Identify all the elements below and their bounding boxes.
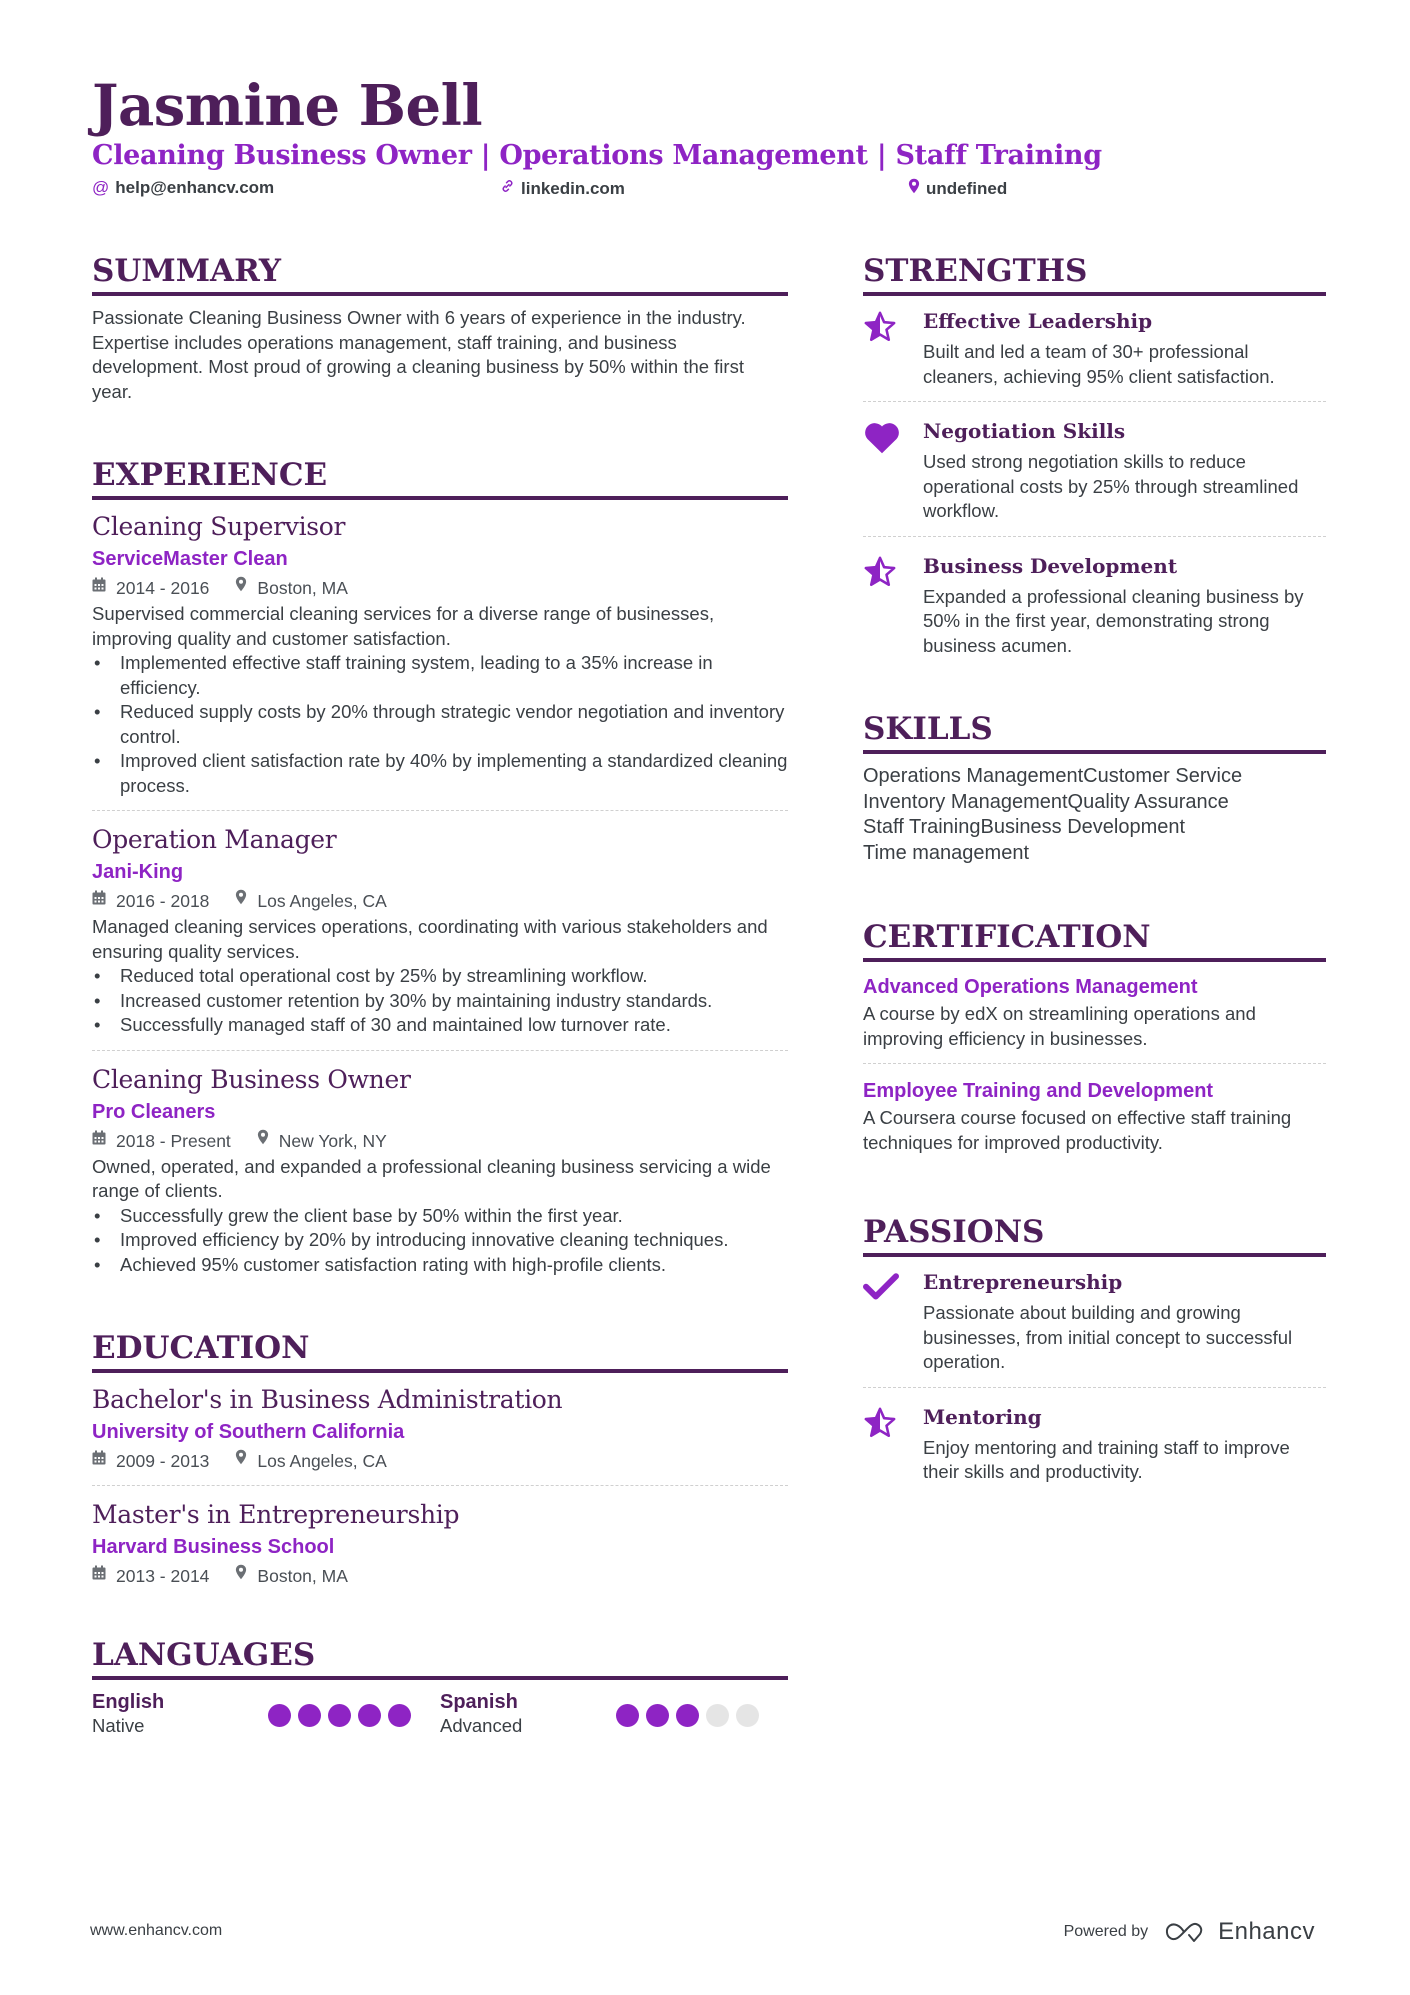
location-pin-icon bbox=[235, 1562, 247, 1590]
language-name: Spanish bbox=[440, 1691, 518, 1713]
certification-text: A course by edX on streamlining operations and improving efficiency in businesses. bbox=[863, 1003, 1256, 1049]
degree-title: Master's in Entrepreneurship bbox=[92, 1500, 460, 1529]
job-title: Cleaning Business Owner bbox=[92, 1064, 411, 1094]
heart-icon bbox=[863, 416, 923, 524]
job-description: Managed cleaning services operations, coordinating with various stakeholders and ensuring quality services. bbox=[92, 916, 768, 962]
school-name: Harvard Business School bbox=[92, 1536, 335, 1558]
passion-title: Entrepreneurship bbox=[923, 1270, 1123, 1294]
passion-text: Passionate about building and growing businesses, from initial concept to successful operation. bbox=[923, 1302, 1293, 1372]
job-bullet: • Improved client satisfaction rate by 40% by implementing a standardized cleaning process. bbox=[92, 749, 788, 798]
language-entry bbox=[92, 1690, 440, 1738]
contact-linkedin-text: linkedin.com bbox=[521, 178, 625, 198]
skill-line: Time management bbox=[863, 841, 1029, 864]
location-pin-icon bbox=[235, 574, 247, 602]
proficiency-dot-filled bbox=[328, 1704, 351, 1727]
skill-line: Inventory ManagementQuality Assurance bbox=[863, 790, 1229, 813]
candidate-headline: Cleaning Business Owner | Operations Management | Staff Training bbox=[92, 140, 1102, 171]
strengths-section bbox=[863, 252, 1326, 670]
enhancv-logo[interactable] bbox=[1162, 1918, 1315, 1946]
certification-text: A Coursera course focused on effective staff training techniques for improved productivity. bbox=[863, 1107, 1292, 1153]
summary-heading: SUMMARY bbox=[92, 253, 282, 289]
link-icon bbox=[500, 178, 515, 199]
job-bullet: • Successfully managed staff of 30 and maintained low turnover rate. bbox=[92, 1013, 788, 1038]
proficiency-dot-filled bbox=[268, 1704, 291, 1727]
language-level: Advanced bbox=[440, 1715, 523, 1736]
calendar-icon bbox=[92, 1127, 106, 1155]
proficiency-dot-filled bbox=[298, 1704, 321, 1727]
strength-text: Used strong negotiation skills to reduce operational costs by 25% through streamlined workflow. bbox=[923, 451, 1299, 521]
job-bullets bbox=[92, 964, 788, 1038]
job-dates: 2018 - Present bbox=[116, 1130, 231, 1151]
enhancv-logo-icon bbox=[1162, 1920, 1208, 1944]
brand-name: Enhancv bbox=[1218, 1918, 1315, 1945]
certification-item bbox=[863, 972, 1326, 1064]
certification-title: Employee Training and Development bbox=[863, 1080, 1214, 1102]
proficiency-dot-filled bbox=[388, 1704, 411, 1727]
strength-title: Business Development bbox=[923, 553, 1178, 578]
contact-email-text: help@enhancv.com bbox=[115, 178, 275, 197]
location-pin-icon bbox=[257, 1127, 269, 1155]
proficiency-dot-filled bbox=[616, 1704, 639, 1727]
section-divider bbox=[863, 292, 1326, 296]
education-location: Los Angeles, CA bbox=[257, 1451, 387, 1471]
proficiency-dots bbox=[268, 1704, 411, 1738]
section-divider bbox=[863, 750, 1326, 754]
page-footer bbox=[90, 1918, 1315, 1948]
language-name: English bbox=[92, 1691, 165, 1713]
passions-heading: PASSIONS bbox=[863, 1214, 1045, 1250]
skills-heading: SKILLS bbox=[863, 711, 993, 747]
passion-text: Enjoy mentoring and training staff to improve their skills and productivity. bbox=[923, 1436, 1290, 1482]
candidate-name: Jasmine Bell bbox=[92, 73, 483, 139]
job-meta bbox=[92, 574, 788, 602]
education-entry bbox=[92, 1383, 788, 1486]
powered-by-label: Powered by bbox=[1063, 1923, 1149, 1940]
company-name: Jani-King bbox=[92, 861, 184, 883]
contact-bar bbox=[92, 176, 1332, 202]
calendar-icon bbox=[92, 1447, 106, 1475]
education-heading: EDUCATION bbox=[92, 1330, 310, 1366]
experience-entry bbox=[92, 823, 788, 1051]
education-meta bbox=[92, 1562, 788, 1590]
language-entry bbox=[440, 1690, 788, 1738]
section-divider bbox=[92, 1676, 788, 1680]
proficiency-dots bbox=[616, 1704, 759, 1738]
job-bullet: • Increased customer retention by 30% by maintaining industry standards. bbox=[92, 989, 788, 1014]
calendar-icon bbox=[92, 887, 106, 915]
strength-item bbox=[863, 416, 1326, 537]
passion-title: Mentoring bbox=[923, 1404, 1042, 1429]
degree-title: Bachelor's in Business Administration bbox=[92, 1385, 563, 1414]
proficiency-dot-empty bbox=[706, 1704, 729, 1727]
star-half-icon bbox=[863, 1402, 923, 1485]
languages-section bbox=[92, 1636, 788, 1738]
certification-title: Advanced Operations Management bbox=[863, 976, 1198, 998]
powered-by bbox=[1064, 1918, 1315, 1946]
strengths-heading: STRENGTHS bbox=[863, 253, 1088, 289]
job-description: Owned, operated, and expanded a professional cleaning business servicing a wide range of clients. bbox=[92, 1155, 771, 1201]
strength-title: Negotiation Skills bbox=[923, 419, 1126, 443]
job-bullets bbox=[92, 1204, 788, 1278]
school-name: University of Southern California bbox=[92, 1421, 405, 1443]
strength-item bbox=[863, 306, 1326, 402]
proficiency-dot-filled bbox=[646, 1704, 669, 1727]
summary-text: Passionate Cleaning Business Owner with 6 years of experience in the industry. Expertise includes operations management, staff training, and business development. Most proud of growing a cleaning business by 50% within the first year. bbox=[92, 307, 746, 402]
job-bullet: • Successfully grew the client base by 50% within the first year. bbox=[92, 1204, 788, 1229]
strength-text: Built and led a team of 30+ professional cleaners, achieving 95% client satisfaction. bbox=[923, 341, 1275, 387]
company-name: ServiceMaster Clean bbox=[92, 548, 288, 570]
languages-heading: LANGUAGES bbox=[92, 1637, 316, 1673]
job-bullet: • Achieved 95% customer satisfaction rating with high-profile clients. bbox=[92, 1253, 788, 1278]
proficiency-dot-empty bbox=[736, 1704, 759, 1727]
skill-line: Operations ManagementCustomer Service bbox=[863, 765, 1243, 787]
experience-entry bbox=[92, 510, 788, 811]
company-name: Pro Cleaners bbox=[92, 1100, 216, 1123]
skill-line: Staff TrainingBusiness Development bbox=[863, 816, 1186, 838]
at-icon: @ bbox=[92, 178, 110, 197]
job-title: Cleaning Supervisor bbox=[92, 512, 346, 541]
job-location: Boston, MA bbox=[257, 578, 348, 598]
section-divider bbox=[92, 496, 788, 500]
calendar-icon bbox=[92, 574, 106, 602]
footer-website-link[interactable]: www.enhancv.com bbox=[90, 1922, 223, 1939]
certification-section bbox=[863, 918, 1326, 1167]
job-location: Los Angeles, CA bbox=[257, 891, 387, 911]
job-meta bbox=[92, 1127, 788, 1155]
job-description: Supervised commercial cleaning services for a diverse range of businesses, improving quality and customer satisfaction. bbox=[92, 603, 715, 649]
job-dates: 2014 - 2016 bbox=[116, 578, 210, 598]
job-dates: 2016 - 2018 bbox=[116, 891, 210, 911]
section-divider bbox=[863, 1253, 1326, 1257]
location-pin-icon bbox=[235, 887, 247, 915]
experience-entry bbox=[92, 1063, 788, 1290]
job-bullet: • Improved efficiency by 20% by introducing innovative cleaning techniques. bbox=[92, 1228, 788, 1253]
experience-section bbox=[92, 456, 788, 1289]
location-pin-icon bbox=[908, 178, 920, 199]
contact-location-text: undefined bbox=[926, 178, 1008, 198]
job-location: New York, NY bbox=[278, 1130, 387, 1151]
resume-header bbox=[92, 72, 1332, 202]
passion-item bbox=[863, 1267, 1326, 1388]
contact-email[interactable] bbox=[92, 178, 274, 198]
certification-heading: CERTIFICATION bbox=[863, 919, 1151, 955]
language-list bbox=[92, 1690, 788, 1738]
education-meta bbox=[92, 1447, 788, 1475]
star-half-icon bbox=[863, 551, 923, 659]
section-divider bbox=[863, 958, 1326, 962]
strength-title: Effective Leadership bbox=[923, 309, 1153, 333]
education-entry bbox=[92, 1498, 788, 1600]
summary-section bbox=[92, 252, 788, 404]
strength-text: Expanded a professional cleaning business by 50% in the first year, demonstrating strong business acumen. bbox=[923, 585, 1304, 656]
job-bullet: • Implemented effective staff training system, leading to a 35% increase in efficiency. bbox=[92, 651, 788, 700]
checkmark-icon bbox=[863, 1267, 923, 1375]
skills-list bbox=[863, 764, 1326, 866]
job-bullets bbox=[92, 651, 788, 798]
calendar-icon bbox=[92, 1562, 106, 1590]
passion-item bbox=[863, 1402, 1326, 1497]
job-meta bbox=[92, 887, 788, 915]
contact-linkedin[interactable] bbox=[500, 178, 625, 199]
passions-section bbox=[863, 1213, 1326, 1497]
job-title: Operation Manager bbox=[92, 825, 337, 854]
star-half-icon bbox=[863, 306, 923, 389]
job-bullet: • Reduced total operational cost by 25% by streamlining workflow. bbox=[92, 964, 788, 989]
education-dates: 2009 - 2013 bbox=[116, 1451, 210, 1471]
contact-location bbox=[908, 178, 1007, 199]
education-section bbox=[92, 1329, 788, 1600]
strength-item bbox=[863, 551, 1326, 671]
certification-item bbox=[863, 1076, 1326, 1167]
location-pin-icon bbox=[235, 1447, 247, 1475]
job-bullet: • Reduced supply costs by 20% through strategic vendor negotiation and inventory control. bbox=[92, 700, 788, 749]
skills-section bbox=[863, 710, 1326, 866]
language-level: Native bbox=[92, 1715, 145, 1736]
section-divider bbox=[92, 1369, 788, 1373]
left-column bbox=[92, 252, 788, 1774]
proficiency-dot-filled bbox=[676, 1704, 699, 1727]
experience-heading: EXPERIENCE bbox=[92, 457, 328, 493]
section-divider bbox=[92, 292, 788, 296]
education-dates: 2013 - 2014 bbox=[116, 1566, 210, 1586]
education-location: Boston, MA bbox=[257, 1566, 348, 1586]
proficiency-dot-filled bbox=[358, 1704, 381, 1727]
right-column bbox=[863, 252, 1326, 1533]
